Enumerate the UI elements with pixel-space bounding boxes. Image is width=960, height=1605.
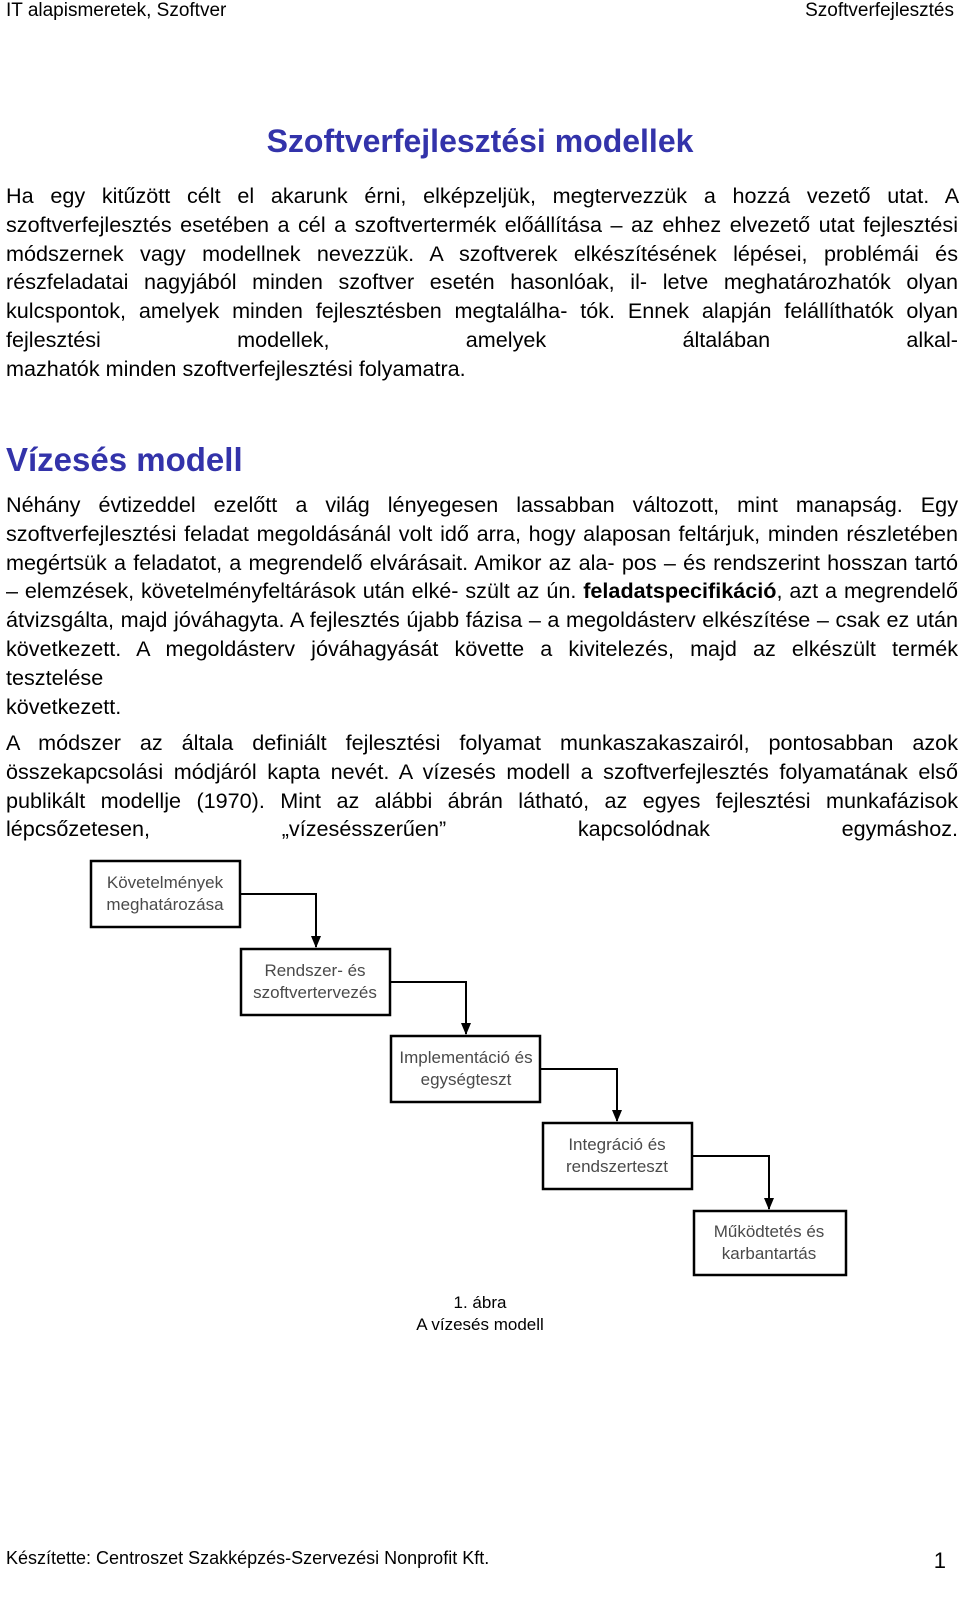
intro-paragraph — [6, 182, 958, 384]
text-line: Néhány évtizeddel ezelőtt a világ lényegesen lassabban változott, mint manapság. — [6, 492, 903, 517]
arrow-connector — [692, 1156, 769, 1209]
waterfall-paragraph-2 — [6, 729, 958, 844]
text-line: letve meghatározhatók olyan kulcspontok, amelyek minden fejlesztésben megtalálha- — [6, 269, 959, 324]
text-line-suffix: , azt a megrendelő átvizsgálta, majd jóváhagyta. A — [6, 578, 958, 633]
step-label: rendszerteszt — [565, 1157, 669, 1176]
step-label: Implementáció és — [399, 1048, 533, 1067]
text-line: A módszer az általa definiált fejlesztési folyamat munkaszakaszairól, pontosabban — [6, 730, 894, 755]
step-label: szoftvertervezés — [253, 983, 377, 1002]
step-label: egységteszt — [420, 1070, 512, 1089]
text-line: mazhatók minden szoftverfejlesztési folyamatra. — [6, 355, 466, 381]
step-label: Követelmények — [106, 873, 224, 892]
step-label: karbantartás — [721, 1244, 817, 1263]
step-label: Integráció és — [568, 1135, 666, 1154]
header-right: Szoftverfejlesztés — [805, 0, 954, 21]
page-title: Szoftverfejlesztési modellek — [266, 123, 694, 159]
text-line: tók. Ennek alapján felállíthatók olyan fejlesztési modellek, amelyek általában alkal- — [6, 298, 959, 352]
text-line: Egy szoftverfejlesztési feladat megoldásánál volt idő arra, hogy alaposan feltárjuk, — [6, 492, 958, 546]
text-line: azok összekapcsolási módjáról kapta nevét. A vízesés modell a szoftverfejlesztés — [6, 730, 958, 784]
figure-number: 1. ábra — [453, 1293, 507, 1312]
step-box-design — [241, 949, 390, 1015]
text-line: következett. — [6, 693, 122, 719]
arrow-connector — [240, 894, 316, 947]
step-box-integration — [543, 1123, 692, 1189]
page-number: 1 — [933, 1548, 946, 1573]
step-label: Működtetés és — [713, 1222, 825, 1241]
header-left: IT alapismeretek, Szoftver — [6, 0, 227, 21]
text-line: folyamatának első publikált modellje (1970). Mint az alábbi ábrán látható, az egyes — [6, 758, 958, 813]
section-heading: Vízesés modell — [6, 441, 243, 478]
text-line: utat fejlesztési módszernek vagy modellnek nevezzük. A szoftverek elkészítésének — [6, 211, 958, 266]
text-line: fejlesztési munkafázisok lépcsőzetesen, „vízesésszerűen” kapcsolódnak egymáshoz. — [6, 787, 959, 842]
text-line-prefix: szült az ún. — [465, 578, 584, 604]
step-box-requirements — [91, 861, 240, 927]
text-line: szoftverfejlesztés esetében a cél a szoftvertermék előállítása – az ehhez elvezető — [6, 211, 811, 237]
text-line: pos – és rendszerint hosszan tartó – elemzések, követelményfeltárások után elké- — [6, 549, 959, 604]
step-box-implementation — [391, 1036, 540, 1102]
text-line: minden részletében megértsük a feladatot, a megrendelő elvárásait. Amikor az ala- — [6, 520, 958, 575]
step-label: meghatározása — [106, 895, 224, 914]
arrow-connector — [390, 982, 466, 1034]
text-line: fejlesztés újabb fázisa – a megoldásterv elkészítése – csak ez után következett. A — [6, 607, 958, 661]
arrow-connector — [540, 1069, 617, 1121]
waterfall-diagram — [0, 850, 960, 1290]
footer-text: Készítette: Centroszet Szakképzés-Szervezési Nonprofit Kft. — [6, 1548, 490, 1568]
step-label: Rendszer- és — [264, 961, 366, 980]
text-line: Ha egy kitűzött célt el akarunk érni, elképzeljük, megtervezzük a hozzá vezető utat. A — [6, 183, 958, 208]
text-line: megoldásterv jóváhagyását követte a kivitelezés, majd az elkészült termék tesztelése — [6, 635, 958, 690]
text-line: lépései, problémái és részfeladatai nagyjából minden szoftver esetén hasonlóak, il- — [6, 240, 958, 295]
waterfall-paragraph-1 — [6, 491, 958, 721]
figure-caption: A vízesés modell — [416, 1315, 544, 1334]
bold-term: feladatspecifikáció — [583, 578, 777, 604]
step-box-operation — [694, 1211, 846, 1275]
